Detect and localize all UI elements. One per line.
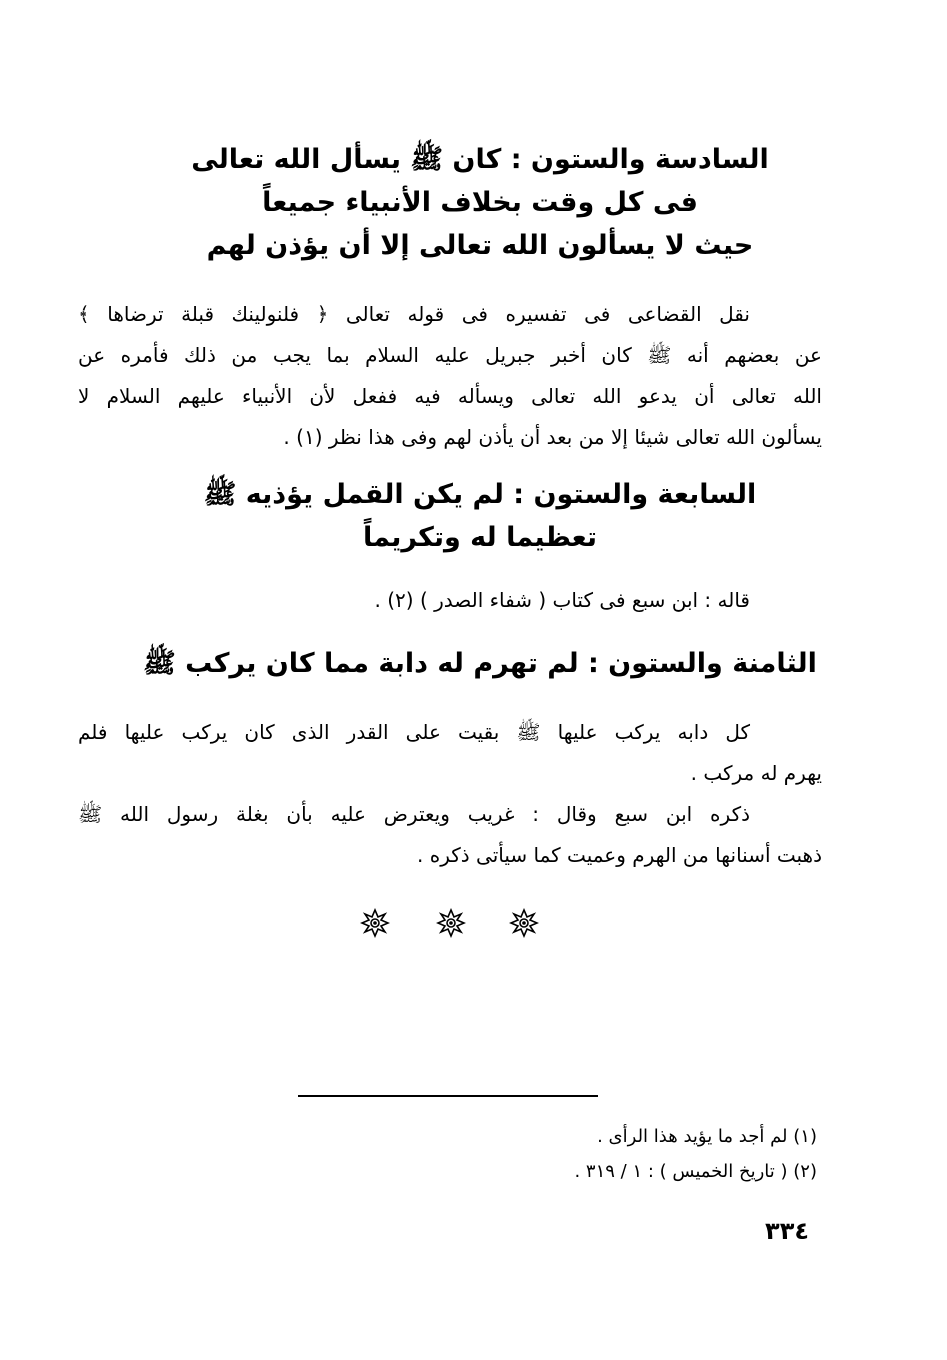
heading-line: الثامنة والستون : لم تهرم له دابة مما كان يركب ﷺ — [143, 648, 817, 679]
heading-line: السادسة والستون : كان ﷺ يسأل الله تعالى — [191, 144, 769, 175]
paragraph-line: كل دابه يركب عليها ﷺ بقيت على القدر الذى كان يركب عليها فلم — [78, 720, 750, 744]
section-66-heading — [120, 138, 840, 267]
flower-ornament-icon — [360, 908, 390, 938]
heading-line: حيث لا يسألون الله تعالى إلا أن يؤذن لهم — [206, 230, 754, 261]
section-end-ornaments — [0, 908, 947, 948]
section-67-heading — [120, 473, 840, 559]
paragraph-line: يهرم له مركب . — [690, 761, 822, 785]
section-67-paragraph — [78, 580, 822, 621]
flower-ornament-icon — [509, 908, 539, 938]
section-66-paragraph — [78, 294, 822, 458]
flower-ornament-icon — [436, 908, 466, 938]
paragraph-line: عن بعضهم أنه ﷺ كان أخبر جبريل عليه السلام بما يجب من ذلك فأمره عن — [78, 343, 822, 367]
heading-line: السابعة والستون : لم يكن القمل يؤذيه ﷺ — [203, 479, 757, 510]
section-68-paragraph — [78, 712, 822, 876]
heading-line: فى كل وقت بخلاف الأنبياء جميعاً — [262, 187, 698, 218]
section-68-heading — [120, 642, 840, 685]
paragraph-line: ذهبت أسنانها من الهرم وعميت كما سيأتى ذكره . — [417, 843, 822, 867]
page-number: ٣٣٤ — [765, 1217, 809, 1245]
paragraph-line: يسألون الله تعالى شيئا إلا من بعد أن يأذن لهم وفى هذا نظر (١) . — [283, 425, 822, 449]
heading-line: تعظيما له وتكريماً — [362, 522, 598, 553]
footnote-separator — [298, 1095, 598, 1097]
paragraph-line: قاله : ابن سبع فى كتاب ( شفاء الصدر ) (٢) . — [374, 588, 750, 612]
paragraph-line: نقل القضاعى فى تفسيره فى قوله تعالى ﴿ فلنولينك قبلة ترضاها ﴾ — [78, 302, 750, 326]
paragraph-line: ذكره ابن سبع وقال : غريب ويعترض عليه بأن بغلة رسول الله ﷺ — [78, 802, 750, 826]
paragraph-line: الله تعالى أن يدعو الله تعالى ويسأله فيه ففعل لأن الأنبياء عليهم السلام لا — [78, 384, 822, 408]
footnote-1: (١) لم أجد ما يؤيد هذا الرأى . — [597, 1126, 817, 1147]
footnote-2: (٢) ( تاريخ الخميس ) : ١ / ٣١٩ . — [574, 1161, 817, 1182]
